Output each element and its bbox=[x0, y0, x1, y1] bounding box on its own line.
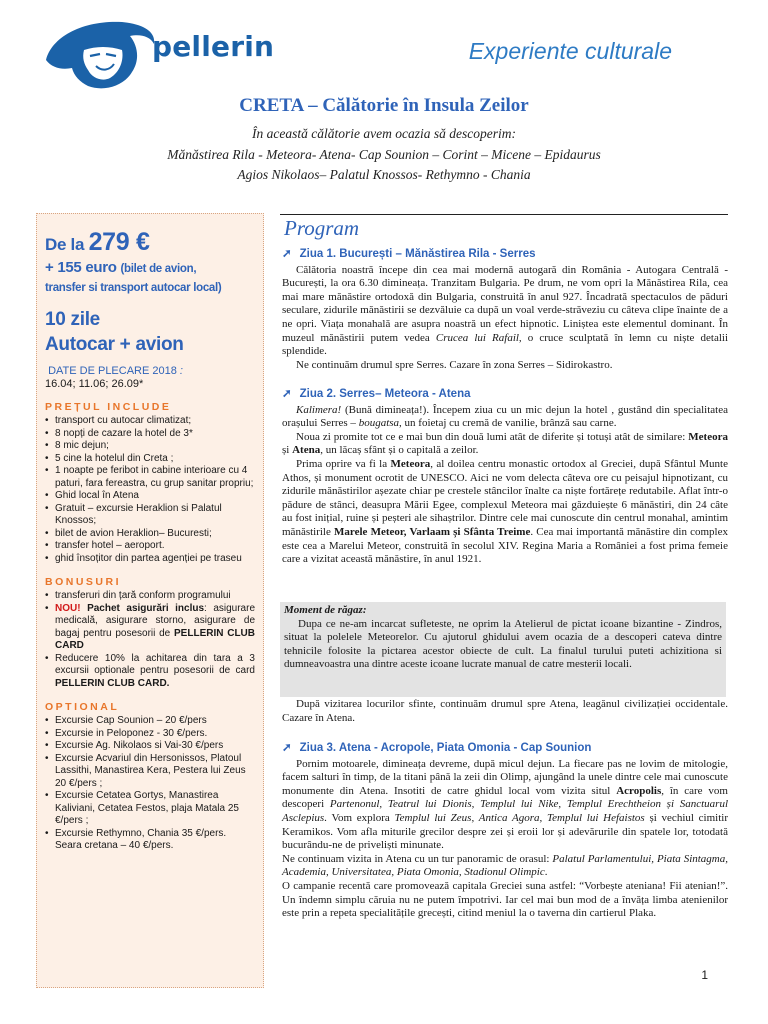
list-item: • transport cu autocar climatizat; bbox=[45, 415, 255, 428]
list-item: • Excursie Acvariul din Hersonissos, Platoul Lassithi, Manastirea Kera, Pestera lui Zeus 20 €/pers ; bbox=[45, 753, 255, 791]
arrow-icon: ➚ bbox=[282, 742, 292, 754]
day-2-text-2: Noua zi promite tot ce e mai bun din două lumi atât de diferite și totuși atât de similare: Meteora și Atena, un lăcaș sfânt și o capitală a zeilor. bbox=[282, 430, 728, 457]
day-2-text-1: Kalimera! (Bună dimineața!). Începem ziua cu un mic dejun la hotel , gustând din specialitatea orașului Serres – bougatsa, un foietaj cu cremă de vanilie, brânză sau carne. bbox=[282, 403, 728, 430]
route-line-1: Mănăstirea Rila - Meteora- Atena- Cap Sounion – Corint – Micene – Epidaurus bbox=[167, 147, 601, 162]
dates-label: DATE DE PLECARE 2018 : bbox=[48, 365, 183, 377]
after-moment bbox=[282, 698, 728, 725]
list-item: • transfer hotel – aeroport. bbox=[45, 540, 255, 553]
include-list bbox=[45, 415, 255, 565]
list-item: • 5 cine la hotelul din Creta ; bbox=[45, 453, 255, 466]
day-1-text: Călătoria noastră începe din cea mai modernă autogară din România - Autogara Centrală - București, la ora 6.30 dimineața. Tranzitam Bulgaria. Pe drum, ne vom opri la Mănăstirea Rila, cea mai mare mănăstire ortodoxă din Bulgaria, construită în anul 927. Încadrată spectaculos de păduri seculare, zidurile mănăstirii se dezvăluie ca după un voal verde-străveziu cu câteva clipe înainte de a ne opri. Viața monahală are asupra noastră un efect hipnotic. Liniștea este elementul dominant. În muzeul mănăstirii putem vedea Crucea lui Rafail, o cruce sculptată în lemn cu niște detalii splendide. bbox=[282, 263, 729, 358]
day-3-text-3: O campanie recentă care promovează capitala Greciei suna astfel: “Vorbește ateniana! Fii atenian!”. Un îndemn simplu căruia nu ne putem împotrivi. Iar cel mai bun mod de a învăța limba atenienilor este prin a repeta specialitățile grecești, citind meniul la o taverna din cartierul Plaka. bbox=[282, 879, 728, 920]
page-number: 1 bbox=[701, 968, 708, 982]
list-item: • 8 mic dejun; bbox=[45, 440, 255, 453]
brand-name: pellerin bbox=[152, 30, 275, 63]
price-value: 279 € bbox=[88, 228, 150, 256]
price-prefix: De la bbox=[45, 235, 85, 254]
day-3-heading: ➚ Ziua 3. Atena - Acropole, Piata Omonia - Cap Sounion bbox=[282, 742, 592, 754]
arrow-icon: ➚ bbox=[282, 248, 292, 260]
bonus-title: BONUSURI bbox=[45, 576, 122, 588]
list-item: • Excursie Cetatea Gortys, Manastirea Kaliviani, Cetatea Festos, plaja Matala 25 €/pers ; bbox=[45, 790, 255, 828]
arrow-icon: ➚ bbox=[282, 388, 292, 400]
extra-cost-main: + 155 euro bbox=[45, 259, 117, 276]
day-3-text-1: Pornim motoarele, dimineața devreme, după micul dejun. La fiecare pas ne lovim de mitologie, facem salturi în timp, de la titani până la zeii din Olimp, ajungând la unele dintre cele mai cunoscute monumente din Atena. Insotiti de catre ghidul local vom vizita situl Acropolis, în care vom descoperi Partenonul, Teatrul lui Dionis, Templul lui Nike, Templul Erechtheion și Sanctuarul Asclepius. Vom explora Templul lui Zeus, Antica Agora, Templul lui Hefaistos și vechiul cimitir Keramikos. Vom afla miturile grecilor despre zei și eroii lor și adevărurile din spatele lor, totodată bucurându-ne de priveliști minunate. bbox=[282, 757, 729, 852]
include-title: PREȚUL INCLUDE bbox=[45, 401, 172, 413]
extra-cost-note-2: transfer si transport autocar local) bbox=[45, 282, 222, 294]
route-line-2: Agios Nikolaos– Palatul Knossos- Rethymno - Chania bbox=[237, 167, 531, 182]
day-1-text-2: Ne continuăm drumul spre Serres. Cazare în zona Serres – Sidirokastro. bbox=[296, 358, 613, 371]
moment-title: Moment de răgaz: bbox=[284, 604, 367, 616]
day-3 bbox=[282, 742, 728, 921]
list-item: • Ghid local în Atena bbox=[45, 490, 255, 503]
list-item: • Reducere 10% la achitarea din tara a 3 excursii optionale pentru posesorii de card PELLERIN CLUB CARD. bbox=[45, 653, 255, 691]
page-title: CRETA – Călătorie în Insula Zeilor bbox=[239, 95, 529, 116]
day-2-text-3: Prima oprire va fi la Meteora, al doilea centru monastic ortodox al Greciei, după Sfântul Munte Athos, și monument ocrotit de UNESCO. Aici ne vom delecta câteva ore cu peisajul hipnotizant, cu zidurile mănăstirilor așezate chiar pe crestele stâncilor înalte ca niște fortărețe redutabile. Aflat într-o pădure de stânci, deasupra Mării Egee, complexul Meteora mai găzduiește 6 mănăstiri, din 24 câte au fost inițial, ruine și peșteri ale sihaștrilor. Dintre cele mai cunoscute din centrul monahal, amintim mănăstirile Marele Meteor, Varlaam și Sfânta Treime. Cea mai importantă mănăstire din complex este cea a Marelui Meteor, construită în secolul XIV. Regina Maria a României a fost prima femeie care a vizitat această mănăstire, în anul 1921. bbox=[282, 457, 728, 566]
program-title: Program bbox=[284, 216, 360, 240]
day-2-heading: ➚ Ziua 2. Serres– Meteora - Atena bbox=[282, 388, 471, 400]
list-item: • Excursie Cap Sounion – 20 €/pers bbox=[45, 715, 255, 728]
day-3-text-2: Ne continuam vizita in Atena cu un tur panoramic de orasul: Palatul Parlamentului, Piata Sintagma, Academia, Universitatea, Piata Omonia, Stadionul Olimpic. bbox=[282, 852, 728, 879]
moment-box bbox=[280, 602, 726, 697]
list-item: • 1 noapte pe feribot in cabine interioare cu 4 paturi, fara fereastra, cu grup sanitar propriu; bbox=[45, 465, 255, 490]
list-item: • ghid însoțitor din partea agenției pe traseu bbox=[45, 553, 255, 566]
day-1 bbox=[282, 248, 728, 372]
list-item: • Excursie Ag. Nikolaos si Vai-30 €/pers bbox=[45, 740, 255, 753]
optional-title: OPTIONAL bbox=[45, 701, 120, 713]
duration: 10 zile bbox=[45, 309, 100, 330]
bonus-list bbox=[45, 590, 255, 690]
moment-text: Dupa ce ne-am incarcat sufleteste, ne oprim la Atelierul de pictat icoane bizantine - Zindros, situat la polelele Meteorelor. Cu ajutorul ghidului avem ocazia de a descoperi cateva dintre tehnicile folosite la pictarea acestor obiecte de cult. La finalul turului puteti achizitiona si dumneavoastra una dintre aceste icoane lucrate manual de catre mesterii locali. bbox=[284, 617, 722, 671]
list-item: • bilet de avion Heraklion– Bucuresti; bbox=[45, 528, 255, 541]
price-line bbox=[45, 228, 255, 257]
list-item: • Excursie in Peloponez - 30 €/pers. bbox=[45, 728, 255, 741]
list-item: • NOU! Pachet asigurări inclus: asigurare medicală, asigurare storno, asigurare de bagaj pentru posesorii de PELLERIN CLUB CARD bbox=[45, 603, 255, 653]
list-item: • Gratuit – excursie Heraklion si Palatul Knossos; bbox=[45, 503, 255, 528]
intro-line: În această călătorie avem ocazia să descoperim: bbox=[252, 126, 516, 141]
transport-type: Autocar + avion bbox=[45, 334, 184, 355]
departure-dates: 16.04; 11.06; 26.09* bbox=[45, 378, 144, 390]
day-1-heading: ➚ Ziua 1. București – Mănăstirea Rila - Serres bbox=[282, 248, 536, 260]
optional-list bbox=[45, 715, 255, 853]
list-item: • transferuri din țară conform programului bbox=[45, 590, 255, 603]
brand-tagline: Experiente culturale bbox=[468, 38, 672, 64]
after-moment-text: După vizitarea locurilor sfinte, continuăm drumul spre Atena, leagănul civilizației occidentale. Cazare în Atena. bbox=[282, 698, 728, 724]
list-item: • Excursie Rethymno, Chania 35 €/pers. Seara cretana – 40 €/pers. bbox=[45, 828, 255, 853]
list-item: • 8 nopți de cazare la hotel de 3* bbox=[45, 428, 255, 441]
extra-cost-note-1: (bilet de avion, bbox=[120, 263, 197, 275]
day-2 bbox=[282, 388, 728, 567]
program-divider bbox=[280, 214, 728, 215]
extra-cost bbox=[45, 259, 255, 297]
offer-sidebar bbox=[36, 213, 264, 988]
